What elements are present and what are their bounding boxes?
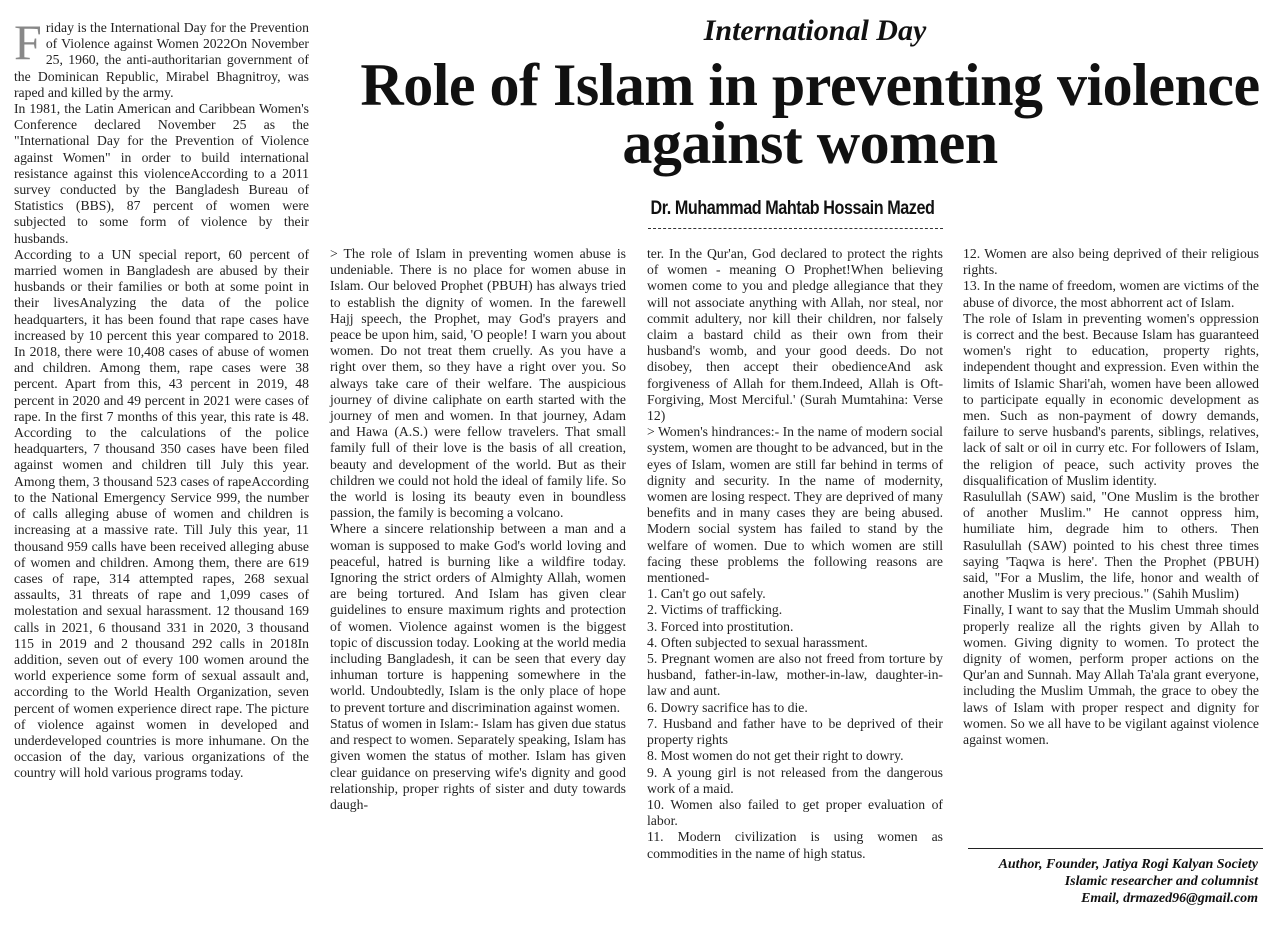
paragraph: Finally, I want to say that the Muslim Ummah should properly realize all the rights given by Allah to women. Giving dignity to women. To protect the dignity of women, perform proper actions on the Qur'an and Sunnah. May Allah Ta'ala grant everyone, including the Muslim Ummah, the grace to obey the laws of Islam with proper respect and dignity for women. So we all have to be vigilant against violence against women. xyxy=(963,602,1259,748)
author-email: Email, drmazed96@gmail.com xyxy=(1081,891,1258,906)
list-item: 4. Often subjected to sexual harassment. xyxy=(647,634,868,650)
list-item: 1. Can't go out safely. xyxy=(647,586,766,602)
paragraph: Friday is the International Day for the Prevention of Violence against Women 2022On November 25, 1960, the anti-authoritarian government of the Dominican Republic, Mirabel Bhagnitroy, was raped and killed by the army. xyxy=(14,14,309,100)
author-info xyxy=(900,856,1258,907)
paragraph: ter. In the Qur'an, God declared to protect the rights of women - meaning O Prophet!When believing women come to you and pledge allegiance that they will not associate anything with Allah, nor steal, nor commit adultery, nor kill their children, nor falsely claim a bastard child as their own from their husband's womb, and your good deeds. Do not disobey, then accept their obedienceAnd ask forgiveness of Allah for them.Indeed, Allah is Oft-Forgiving, Most Merciful.' (Surah Mumtahina: Verse 12) xyxy=(647,246,943,424)
column-4 xyxy=(963,246,1259,748)
column-1 xyxy=(14,14,309,782)
paragraph: Rasulullah (SAW) said, "One Muslim is the brother of another Muslim." He cannot oppress him, humiliate him, degrade him to others. Then Rasulullah (SAW) pointed to his chest three times saying 'Taqwa is here'. Then the Prophet (PBUH) said, "For a Muslim, the life, honor and wealth of another Muslim is very precious." (Sahih Muslim) xyxy=(963,489,1259,602)
list-item: 3. Forced into prostitution. xyxy=(647,618,794,634)
author-line: Author, Founder, Jatiya Rogi Kalyan Society xyxy=(998,857,1258,872)
list-item: 5. Pregnant women are also not freed from torture by husband, father-in-law, mother-in-law, daughter-in-law and aunt. xyxy=(647,651,943,699)
list-item: 13. In the name of freedom, women are victims of the abuse of divorce, the most abhorrent act of Islam. xyxy=(963,278,1259,310)
paragraph: > Women's hindrances:- In the name of modern social system, women are thought to be advanced, but in the eyes of Islam, women are still far behind in terms of dignity and security. In the name of modernity, women are losing respect. They are deprived of many benefits and in many cases they are being abused. Modern social system has failed to stand by the welfare of women. Due to which women are still facing these problems the following reasons are mentioned- xyxy=(647,424,943,586)
paragraph: According to a UN special report, 60 percent of married women in Bangladesh are abused by their husbands or their families or both at some point in their livesAnalyzing the data of the police headquarters, it has been found that rape cases have increased by 10 percent this year compared to 2018. In 2018, there were 10,408 cases of abuse of women and children. Among them, rape cases were 38 percent. Apart from this, 43 percent in 2019, 48 percent in 2020 and 49 percent in 2021 were cases of rape. In the first 7 months of this year, this rate is 48. According to the calculations of the police headquarters, 7 thousand 350 cases have been filed against women and children till July this year. Among them, 3 thousand 523 cases of rapeAccording to the National Emergency Service 999, the number of calls alleging abuse of women and children is increasing at a massive rate. Till July this year, 11 thousand 959 calls have been received alleging abuse of women and children. Among them, there are 619 cases of rape, 314 attempted rapes, 268 sexual assaults, 31 threats of rape and 1,099 cases of molestation and sexual harassment. 12 thousand 169 calls in 2021, 6 thousand 331 in 2020, 3 thousand 115 in 2019 and 2 thousand 292 calls in 2018In addition, seven out of every 100 women around the world experience some form of sexual assault and, according to the World Health Organization, seven percent of women experience direct rape. The picture of violence against women in developed and underdeveloped countries is more inhumane. On the occasion of the day, various organizations of the country will hold various programs today. xyxy=(14,246,309,781)
paragraph: The role of Islam in preventing women's oppression is correct and the best. Because Islam has guaranteed women's right to education, property rights, independent thought and expression. Even within the limits of Islamic Shari'ah, women have been allowed to participate equally in economic development as men. Such as non-payment of dowry demands, failure to serve husband's parents, siblings, relatives, lack of salt or oil in curry etc. For followers of Islam, the religion of peace, such activity proves the disqualification of Muslim identity. xyxy=(963,310,1259,488)
list-item: 7. Husband and father have to be deprived of their property rights xyxy=(647,715,943,748)
list-item: 9. A young girl is not released from the dangerous work of a maid. xyxy=(647,764,943,796)
list-item: 10. Women also failed to get proper evaluation of labor. xyxy=(647,796,943,829)
paragraph: Where a sincere relationship between a man and a woman is supposed to make God's world loving and peaceful, hatred is burning like a wildfire today. Ignoring the strict orders of Almighty Allah, women are being tortured. And Islam has given clear guidelines to ensure maximum rights and protection of women. Violence against women is the biggest topic of discussion today. Looking at the world media including Bangladesh, it can be seen that every day inhuman torture is happening somewhere in the world. Undoubtedly, Islam is the only place of hope to prevent torture and discrimination against women. xyxy=(330,521,626,715)
byline: Dr. Muhammad Mahtab Hossain Mazed xyxy=(650,198,935,219)
column-3 xyxy=(647,246,943,862)
footer-divider xyxy=(968,848,1263,849)
author-line: Islamic researcher and columnist xyxy=(1064,874,1258,889)
list-item: 6. Dowry sacrifice has to die. xyxy=(647,699,808,715)
drop-cap: F xyxy=(14,14,42,70)
paragraph: Status of women in Islam:- Islam has given due status and respect to women. Separately speaking, Islam has given women the status of mother. Islam has given clear guidance on preserving wife's dignity and good relationship, proper rights of sister and duty towards daugh- xyxy=(330,715,626,812)
list-item: 8. Most women do not get their right to dowry. xyxy=(647,748,904,764)
list-item: 12. Women are also being deprived of their religious rights. xyxy=(963,246,1259,278)
paragraph: In 1981, the Latin American and Caribbean Women's Conference declared November 25 as the "International Day for the Prevention of Violence against Women" in order to build international resistance against this violenceAccording to a 2011 survey conducted by the Bangladesh Bureau of Statistics (BBS), 87 percent of women were subjected to some form of violence by their husbands. xyxy=(14,101,309,246)
column-2 xyxy=(330,246,626,813)
list-item: 11. Modern civilization is using women as commodities in the name of high status. xyxy=(647,829,943,861)
headline: Role of Islam in preventing violence against women xyxy=(360,52,1260,176)
kicker: International Day xyxy=(703,14,927,47)
list-item: 2. Victims of trafficking. xyxy=(647,602,783,618)
byline-divider xyxy=(648,228,943,229)
paragraph: > The role of Islam in preventing women abuse is undeniable. There is no place for women abuse in Islam. Our beloved Prophet (PBUH) has always tried to establish the dignity of women. In the farewell Hajj speech, the Prophet, may God's prayers and peace be upon him, said, 'O people! I warn you about women. Do not treat them cruelly. As you have a right over them, so they have a right over you. So always take care of their welfare. The auspicious journey of divine caliphate on earth started with the journey of men and women. In that journey, Adam and Hawa (A.S.) were fellow travelers. That small family full of their love is the basis of all creation, beauty and development of the world. But as their children we could not hold the ideal of family life. So the world is losing its beauty even in boundless passion, the family is becoming a volcano. xyxy=(330,246,626,521)
